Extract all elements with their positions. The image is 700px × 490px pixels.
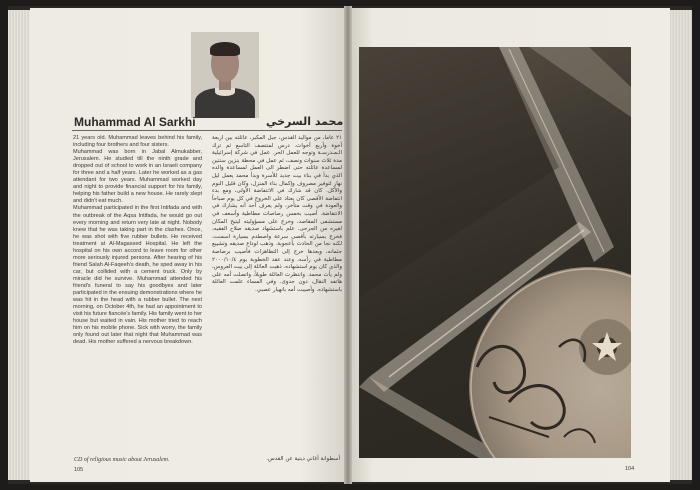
open-book [8, 6, 692, 484]
arabic-text-column: ٢١ عاماً، من مواليد القدس، جبل المكبر، عائلته بين أربعة أخوة وأربع أخوات. درس لمنتصف التاسع ثم ترك الـمـدرسـة وتوجه للعمل الحر. عمل في شركة إسرائيلية مدة ثلاث سنوات ونصف، ثم عمل في محطة بنزين سنتين لمساعدة عائلته حتى اضطر الى العمل لمساعدة والده الذي بدأ في بناء بيت جديد للأسرة وبدأ محمد يعمل ليل نهار لتوفير مصروف وإكمال بناء المنزل، وكان قليل النوم والأكل. كان قد شارك في الانتفاضة الأولى، ومع بدء انتفاضة الأقصى كان يعتاد على الخروج في كل يوم صباحاً والعودة في وقت متأخر، ولم يعرف أحد أنه يشارك في الانتفاضة. أصيب بخمس رصاصات مطاطية وأسعف في مستشفى المقاصد، وخرج على مسؤوليته ليتيح المكان لغيره من الجرحى. علم باستشهاد صديقه صلاح الفقيه، فخرج بسيارته بأقصى سرعة واصطدم بسيارة اسمنت، لكنه نجا من الحادث بأعجوبة. وذهب لوداع صديقه وتشييع جثمانه، وبعدها خرج إلى التظاهرات فأصيب برصاصة مطاطية في رأسه، وعند عقد الخطوبة يوم ٢٠٠٠/١٠/٤ والذي كان يوم استشهاده. ذهبت العائلة إلى بيت العروس، ولم يأت محمد. وانتظرت العائلة طويلاً، واتصلت أمه على هاتفه النقال، دون جدوى. وفي المساء علمت العائلة باستشهاده. وأصيبت أمه بانهيار عصبي. [212, 135, 342, 293]
english-paragraph: Muhammad was born in Jabal Almukabber, Jerusalem. He studied till the ninth grade and dropped out of school to work in an Israeli company for three and a half years. Later he worked as a gas attendant for two years. Muhammad worked day and night to provide financial support for his family, helping his father build a new house. He rarely slept and didn't eat much. [73, 149, 202, 205]
name-heading-english: Muhammad Al Sarkhi [74, 115, 196, 129]
left-page-edges [8, 10, 32, 480]
page-number-left: 105 [74, 467, 84, 473]
photo-caption-english: CD of religious music about Jerusalem. [74, 457, 170, 463]
english-paragraph: 21 years old. Muhammad leaves behind his family, including four brothers and four sisters. [73, 135, 202, 149]
name-heading-arabic: محمد السرخي [266, 115, 344, 128]
photo-caption-arabic: أسطوانة أغاني دينية عن القدس. [266, 456, 340, 462]
english-text-column [73, 135, 202, 447]
english-paragraph: Muhammad participated in the first Intifada and with the outbreak of the Aqsa Intifada, he would go out every morning and return very late at night. Nobody knew that he was taking part in the clashes. Once, he was shot with five rubber bullets. He received treatment at Al-Magassed Hospital. He left the hospital on his own accord to leave room for other more seriously injured persons. After hearing of his friend Salah Al-Faqeeh's death, he sped away in his car, but collided with a cement truck. Only by miracle did he survive. Muhammad attended his friend's funeral to say his goodbyes and later participated in the ensuing demonstrations where he was hit in the head with a rubber bullet. The next morning, on October 4th, he had an appointment to visit his future fiancée's family. His family went to her house but waited in vain. His mother tried to reach him on his mobile phone. Sick with worry, the family only found out later that night that Muhammad was dead. His mother suffered a nervous breakdown. [73, 205, 202, 346]
cd-case-illustration [359, 47, 631, 458]
book-gutter [344, 6, 352, 484]
right-page-edges [668, 10, 692, 480]
cd-case-photograph [359, 47, 631, 458]
heading-rule [72, 130, 342, 131]
portrait-photo [191, 32, 259, 118]
page-number-right: 104 [625, 466, 635, 472]
